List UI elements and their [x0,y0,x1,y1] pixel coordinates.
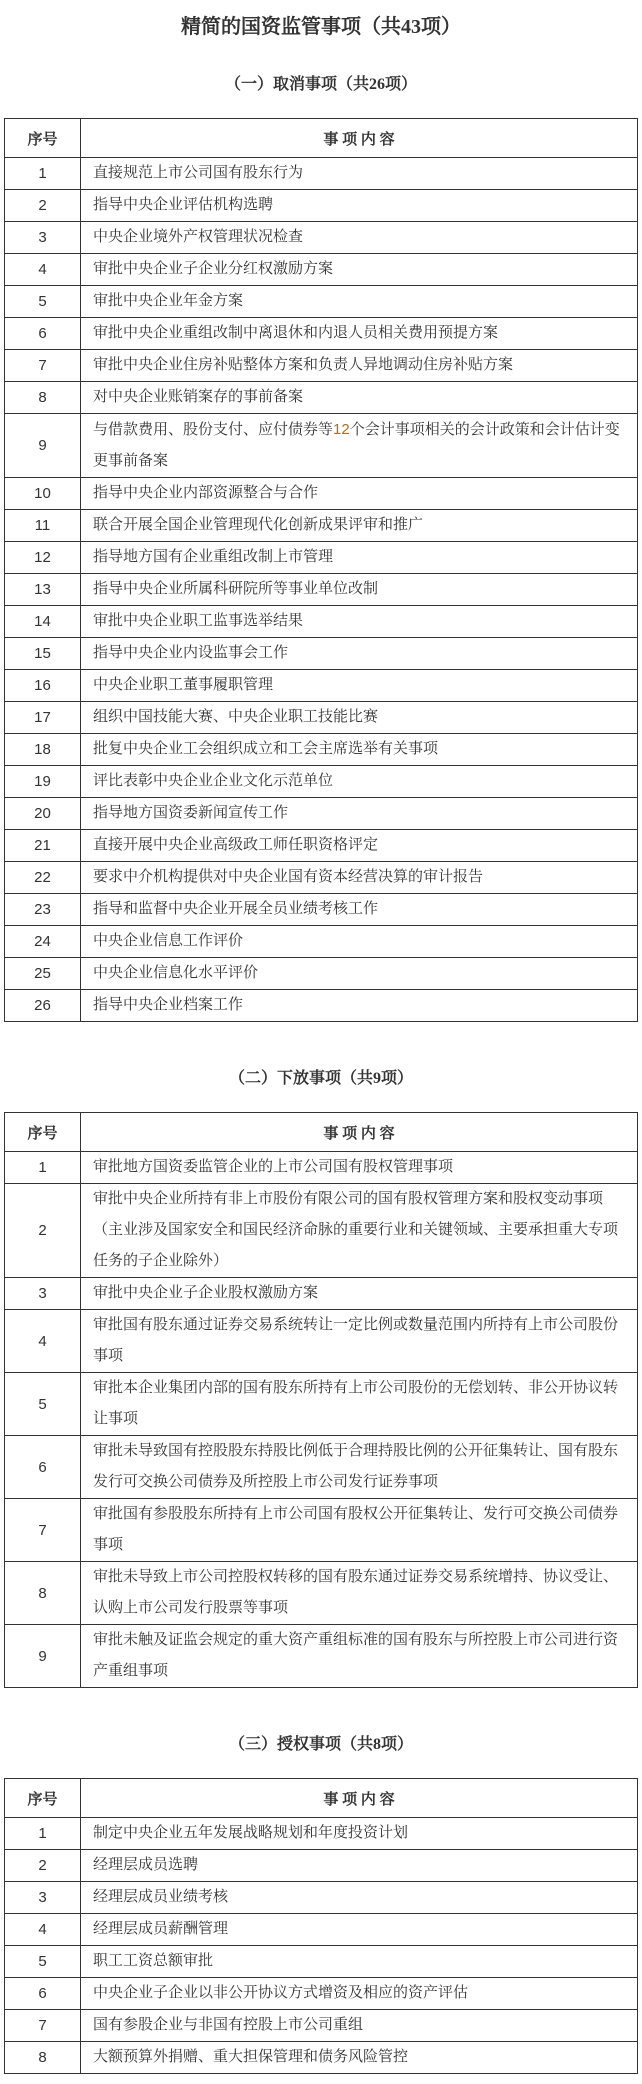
row-number-cell: 13 [5,574,81,606]
table-row [5,1625,638,1688]
table-row [5,478,638,510]
row-content-cell: 指导中央企业档案工作 [81,990,638,1022]
table-row [5,350,638,382]
table-row [5,670,638,702]
table-row [5,414,638,478]
table-row [5,1310,638,1373]
table-row [5,574,638,606]
table-row [5,1978,638,2010]
section-heading-cancelled: （一）取消事项（共26项） [224,76,417,93]
row-number-cell: 7 [5,350,81,382]
row-number-cell: 17 [5,702,81,734]
row-content-cell: 与借款费用、股份支付、应付债券等12个会计事项相关的会计政策和会计估计变更事前备案 [81,414,638,478]
row-number-cell: 23 [5,894,81,926]
row-content-cell: 指导地方国有企业重组改制上市管理 [81,542,638,574]
row-content-cell: 制定中央企业五年发展战略规划和年度投资计划 [81,1818,638,1850]
table-row [5,958,638,990]
table-row [5,1499,638,1562]
row-number-cell: 6 [5,1436,81,1499]
table-row [5,1373,638,1436]
bottom-spacer [0,2074,642,2084]
authorized-items-table [4,1778,638,2074]
row-content-cell: 中央企业信息化水平评价 [81,958,638,990]
row-content-cell: 审批国有股东通过证券交易系统转让一定比例或数量范围内所持有上市公司股份事项 [81,1310,638,1373]
delegated-items-table [4,1112,638,1688]
table-row [5,1278,638,1310]
document-page [0,12,642,2084]
table-header-row [5,1779,638,1818]
table-row [5,798,638,830]
row-content-cell: 审批国有参股股东所持有上市公司国有股权公开征集转让、发行可交换公司债券事项 [81,1499,638,1562]
table-header-row [5,1113,638,1152]
row-content-cell: 审批中央企业年金方案 [81,286,638,318]
table-row [5,1184,638,1278]
table-row [5,638,638,670]
row-number-cell: 1 [5,158,81,190]
table-row [5,766,638,798]
table-row [5,1562,638,1625]
table-row [5,1850,638,1882]
row-number-cell: 5 [5,1946,81,1978]
inline-number: 12 [333,421,350,438]
column-header-content: 事 项 内 容 [81,1779,638,1818]
row-number-cell: 7 [5,2010,81,2042]
table-row [5,1818,638,1850]
row-number-cell: 18 [5,734,81,766]
row-content-cell: 审批中央企业所持有非上市股份有限公司的国有股权管理方案和股权变动事项（主业涉及国家安全和国民经济命脉的重要行业和关键领域、主要承担重大专项任务的子企业除外） [81,1184,638,1278]
row-number-cell: 4 [5,1914,81,1946]
row-number-cell: 2 [5,1850,81,1882]
row-number-cell: 7 [5,1499,81,1562]
row-content-cell: 中央企业职工董事履职管理 [81,670,638,702]
row-content-cell: 大额预算外捐赠、重大担保管理和债务风险管控 [81,2042,638,2074]
table-row [5,1914,638,1946]
row-number-cell: 3 [5,1882,81,1914]
table-row [5,990,638,1022]
table-row [5,1152,638,1184]
row-number-cell: 8 [5,2042,81,2074]
column-header-no: 序号 [5,119,81,158]
row-number-cell: 8 [5,1562,81,1625]
row-number-cell: 15 [5,638,81,670]
row-number-cell: 16 [5,670,81,702]
table-header-row [5,119,638,158]
row-number-cell: 8 [5,382,81,414]
section-heading-delegated: （二）下放事项（共9项） [228,1070,413,1087]
row-number-cell: 1 [5,1818,81,1850]
table-row [5,510,638,542]
row-content-cell: 审批中央企业住房补贴整体方案和负责人异地调动住房补贴方案 [81,350,638,382]
row-content-cell: 要求中介机构提供对中央企业国有资本经营决算的审计报告 [81,862,638,894]
row-content-cell: 审批地方国资委监管企业的上市公司国有股权管理事项 [81,1152,638,1184]
table-row [5,2042,638,2074]
row-number-cell: 9 [5,1625,81,1688]
row-number-cell: 2 [5,1184,81,1278]
row-number-cell: 6 [5,318,81,350]
row-number-cell: 19 [5,766,81,798]
section-heading-authorized: （三）授权事项（共8项） [228,1736,413,1753]
column-header-no: 序号 [5,1113,81,1152]
table-row [5,254,638,286]
row-content-cell: 中央企业子企业以非公开协议方式增资及相应的资产评估 [81,1978,638,2010]
row-content-cell: 指导中央企业评估机构选聘 [81,190,638,222]
table-row [5,318,638,350]
row-content-cell: 经理层成员业绩考核 [81,1882,638,1914]
table-row [5,2010,638,2042]
table-row [5,702,638,734]
row-content-cell: 中央企业境外产权管理状况检查 [81,222,638,254]
row-content-cell: 经理层成员选聘 [81,1850,638,1882]
row-content-cell: 审批中央企业职工监事选举结果 [81,606,638,638]
row-content-cell: 联合开展全国企业管理现代化创新成果评审和推广 [81,510,638,542]
column-header-content: 事 项 内 容 [81,1113,638,1152]
table-row [5,606,638,638]
row-content-cell: 组织中国技能大赛、中央企业职工技能比赛 [81,702,638,734]
table-row [5,734,638,766]
row-content-cell: 经理层成员薪酬管理 [81,1914,638,1946]
row-number-cell: 9 [5,414,81,478]
row-number-cell: 22 [5,862,81,894]
table-row [5,190,638,222]
table-row [5,222,638,254]
row-number-cell: 5 [5,286,81,318]
row-content-cell: 指导中央企业内部资源整合与合作 [81,478,638,510]
row-number-cell: 26 [5,990,81,1022]
row-content-cell: 审批未触及证监会规定的重大资产重组标准的国有股东与所控股上市公司进行资产重组事项 [81,1625,638,1688]
row-number-cell: 4 [5,254,81,286]
row-number-cell: 3 [5,222,81,254]
row-number-cell: 24 [5,926,81,958]
row-number-cell: 20 [5,798,81,830]
row-number-cell: 11 [5,510,81,542]
row-content-cell: 审批未导致国有控股股东持股比例低于合理持股比例的公开征集转让、国有股东发行可交换公司债券及所控股上市公司发行证券事项 [81,1436,638,1499]
row-content-cell: 指导中央企业内设监事会工作 [81,638,638,670]
row-content-cell: 审批中央企业子企业分红权激励方案 [81,254,638,286]
row-content-cell: 直接开展中央企业高级政工师任职资格评定 [81,830,638,862]
table-row [5,926,638,958]
table-row [5,830,638,862]
table-row [5,542,638,574]
row-number-cell: 3 [5,1278,81,1310]
table-row [5,862,638,894]
row-number-cell: 12 [5,542,81,574]
table-row [5,382,638,414]
row-content-cell: 职工工资总额审批 [81,1946,638,1978]
table-row [5,1882,638,1914]
table-row [5,1946,638,1978]
row-content-cell: 对中央企业账销案存的事前备案 [81,382,638,414]
row-content-cell: 评比表彰中央企业企业文化示范单位 [81,766,638,798]
row-number-cell: 4 [5,1310,81,1373]
row-number-cell: 21 [5,830,81,862]
cancelled-items-table [4,118,638,1022]
row-number-cell: 10 [5,478,81,510]
table-row [5,894,638,926]
row-number-cell: 1 [5,1152,81,1184]
row-content-cell: 审批未导致上市公司控股权转移的国有股东通过证券交易系统增持、协议受让、认购上市公司发行股票等事项 [81,1562,638,1625]
row-content-cell: 中央企业信息工作评价 [81,926,638,958]
table-row [5,1436,638,1499]
row-content-cell: 直接规范上市公司国有股东行为 [81,158,638,190]
row-number-cell: 5 [5,1373,81,1436]
table-row [5,286,638,318]
row-number-cell: 2 [5,190,81,222]
column-header-content: 事 项 内 容 [81,119,638,158]
row-content-cell: 指导中央企业所属科研院所等事业单位改制 [81,574,638,606]
row-content-cell: 审批本企业集团内部的国有股东所持有上市公司股份的无偿划转、非公开协议转让事项 [81,1373,638,1436]
column-header-no: 序号 [5,1779,81,1818]
row-content-cell: 指导地方国资委新闻宣传工作 [81,798,638,830]
row-content-cell: 指导和监督中央企业开展全员业绩考核工作 [81,894,638,926]
page-title: 精简的国资监管事项（共43项） [181,16,461,38]
row-content-cell: 批复中央企业工会组织成立和工会主席选举有关事项 [81,734,638,766]
row-content-cell: 审批中央企业重组改制中离退休和内退人员相关费用预提方案 [81,318,638,350]
row-number-cell: 25 [5,958,81,990]
row-number-cell: 14 [5,606,81,638]
row-content-cell: 国有参股企业与非国有控股上市公司重组 [81,2010,638,2042]
table-row [5,158,638,190]
row-content-cell: 审批中央企业子企业股权激励方案 [81,1278,638,1310]
row-number-cell: 6 [5,1978,81,2010]
